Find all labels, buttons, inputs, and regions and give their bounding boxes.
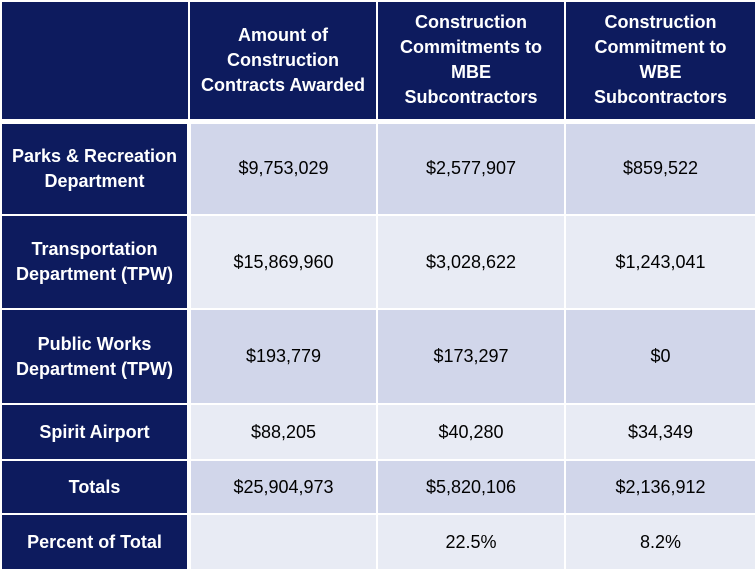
awarded-cell: $88,205	[189, 404, 377, 460]
awarded-cell	[189, 514, 377, 570]
wbe-cell: $1,243,041	[565, 215, 755, 309]
wbe-cell: $859,522	[565, 121, 755, 215]
row-label: Public Works Department (TPW)	[1, 309, 189, 404]
table-row	[1, 309, 755, 404]
awarded-cell: $25,904,973	[189, 460, 377, 514]
wbe-cell: $0	[565, 309, 755, 404]
mbe-cell: $2,577,907	[377, 121, 565, 215]
row-label: Parks & Recreation Department	[1, 121, 189, 215]
row-label: Totals	[1, 460, 189, 514]
mbe-cell: 22.5%	[377, 514, 565, 570]
mbe-cell: $40,280	[377, 404, 565, 460]
row-label: Spirit Airport	[1, 404, 189, 460]
mbe-cell: $3,028,622	[377, 215, 565, 309]
table-row	[1, 404, 755, 460]
row-label: Transportation Department (TPW)	[1, 215, 189, 309]
awarded-cell: $15,869,960	[189, 215, 377, 309]
wbe-cell: 8.2%	[565, 514, 755, 570]
mbe-cell: $5,820,106	[377, 460, 565, 514]
wbe-cell: $2,136,912	[565, 460, 755, 514]
table-row	[1, 215, 755, 309]
percent-row	[1, 514, 755, 570]
header-corner	[1, 1, 189, 121]
header-awarded: Amount of Construction Contracts Awarded	[189, 1, 377, 121]
wbe-cell: $34,349	[565, 404, 755, 460]
table-row	[1, 121, 755, 215]
row-label: Percent of Total	[1, 514, 189, 570]
header-mbe: Construction Commitments to MBE Subcontractors	[377, 1, 565, 121]
header-wbe: Construction Commitment to WBE Subcontractors	[565, 1, 755, 121]
awarded-cell: $193,779	[189, 309, 377, 404]
totals-row	[1, 460, 755, 514]
awarded-cell: $9,753,029	[189, 121, 377, 215]
mbe-cell: $173,297	[377, 309, 565, 404]
header-row	[1, 1, 755, 121]
